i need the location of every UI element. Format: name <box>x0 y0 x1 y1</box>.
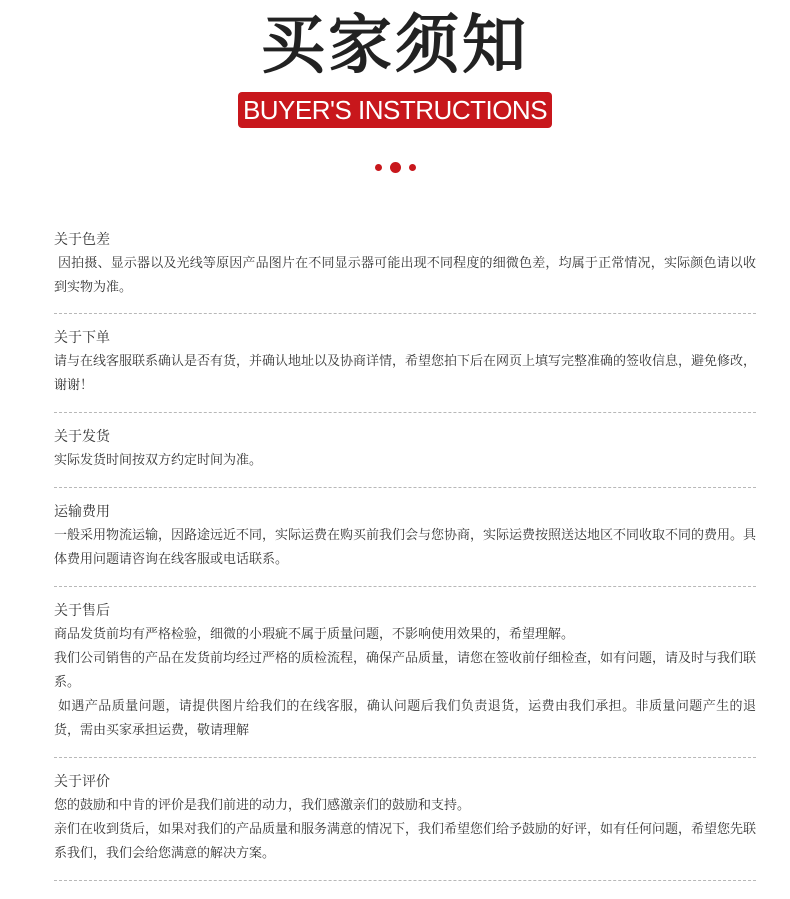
section-title: 关于评价 <box>54 774 110 790</box>
section-text: 商品发货前均有严格检验，细微的小瑕疵不属于质量问题，不影响使用效果的，希望理解。 <box>54 627 575 642</box>
dot-icon <box>375 164 382 171</box>
page-subtitle: BUYER'S INSTRUCTIONS <box>238 92 552 128</box>
section-text: 因拍摄、显示器以及光线等原因产品图片在不同显示器可能出现不同程度的细微色差，均属于正常情况，实际颜色请以收到实物为准。 <box>54 256 756 295</box>
section-after-sales <box>54 599 756 758</box>
section-title: 关于下单 <box>54 330 110 346</box>
section-reviews <box>54 770 756 881</box>
section-text: 如遇产品质量问题，请提供图片给我们的在线客服，确认问题后我们负责退货，运费由我们承担。非质量问题产生的退货，需由买家承担运费，敬请理解 <box>54 699 756 738</box>
section-text: 您的鼓励和中肯的评价是我们前进的动力，我们感激亲们的鼓励和支持。 <box>54 798 471 813</box>
section-text: 请与在线客服联系确认是否有货，并确认地址以及协商详情，希望您拍下后在网页上填写完整准确的签收信息，避免修改，谢谢！ <box>54 354 757 393</box>
section-text: 我们公司销售的产品在发货前均经过严格的质检流程，确保产品质量，请您在签收前仔细检查，如有问题，请及时与我们联系。 <box>54 651 757 690</box>
page-title: 买家须知 <box>261 9 529 83</box>
page-header <box>0 0 790 190</box>
section-shipping-cost <box>54 500 756 587</box>
subtitle-banner <box>0 92 790 128</box>
section-text: 一般采用物流运输，因路途远近不同，实际运费在购买前我们会与您协商，实际运费按照送达地区不同收取不同的费用。具体费用问题请咨询在线客服或电话联系。 <box>54 528 757 567</box>
section-shipping <box>54 425 756 488</box>
section-text: 亲们在收到货后，如果对我们的产品质量和服务满意的情况下，我们希望您们给予鼓励的好评，如有任何问题，希望您先联系我们，我们会给您满意的解决方案。 <box>54 822 757 861</box>
section-text: 实际发货时间按双方约定时间为准。 <box>54 453 263 468</box>
section-title: 关于色差 <box>54 232 110 248</box>
section-title: 运输费用 <box>54 504 110 520</box>
section-title: 关于发货 <box>54 429 110 445</box>
section-color-difference <box>54 228 756 314</box>
dot-icon <box>409 164 416 171</box>
divider-dots <box>0 162 790 173</box>
section-ordering <box>54 326 756 413</box>
dot-icon <box>390 162 401 173</box>
instructions-list <box>54 228 756 881</box>
section-title: 关于售后 <box>54 603 110 619</box>
